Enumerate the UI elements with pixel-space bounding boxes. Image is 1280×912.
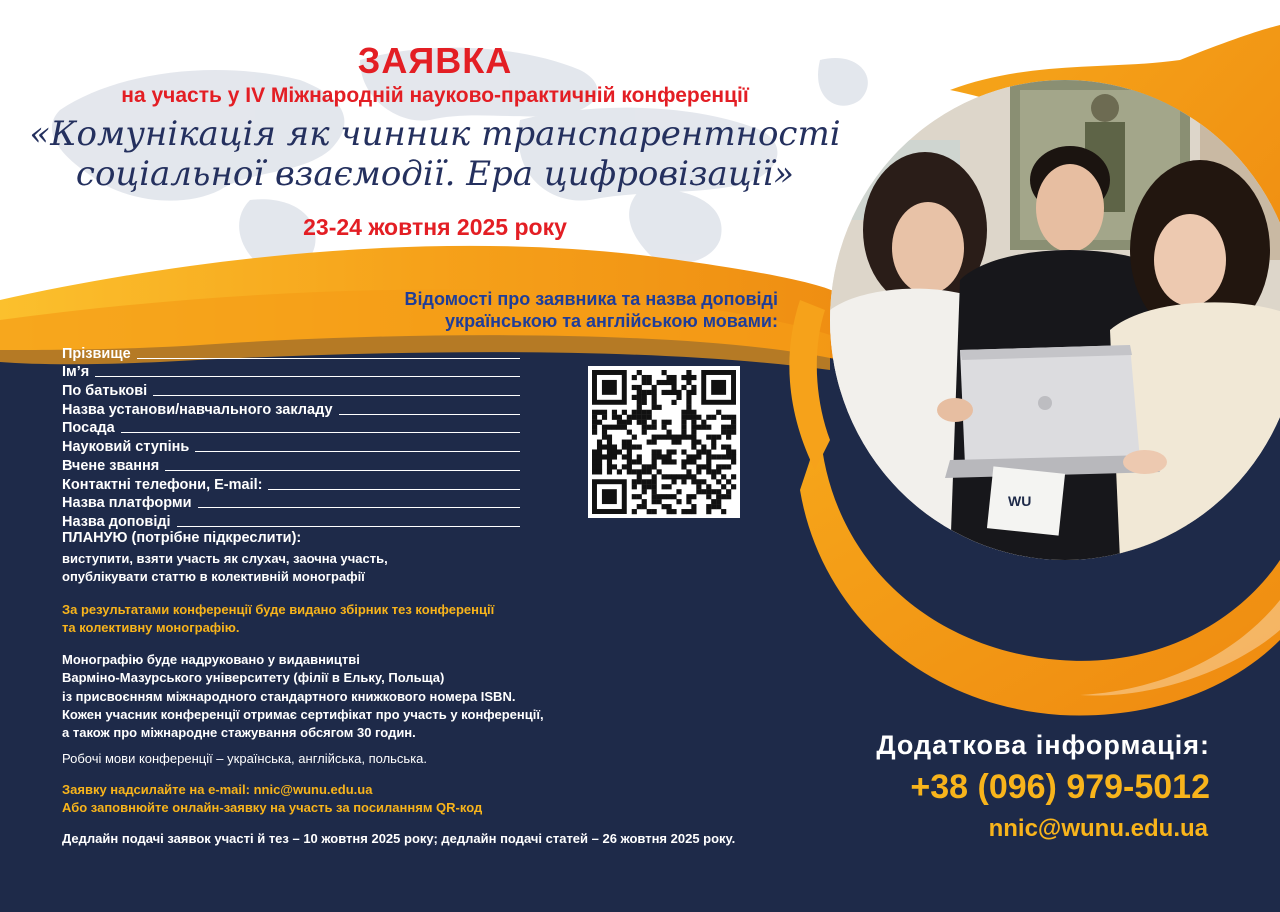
form-field-academic-title <box>62 455 532 474</box>
qr-code-icon[interactable] <box>588 366 740 518</box>
deadline-note: Дедлайн подачі заявок участі й тез – 10 жовтня 2025 року; дедлайн подачі статей – 26 жовтня 2025 року. <box>62 831 736 846</box>
form-field-report-title <box>62 511 532 530</box>
monograph-line-2: Вармінo-Мазурського університету (філії в Ельку, Польща) <box>62 670 445 686</box>
form-field-patronymic <box>62 380 532 399</box>
monograph-line-5: а також про міжнародне стажування обсягом 30 годин. <box>62 725 416 741</box>
book-label: WU <box>1008 493 1032 509</box>
form-field-first-name <box>62 362 532 381</box>
form-field-line[interactable] <box>153 395 520 396</box>
conference-dates: 23-24 жовтня 2025 року <box>303 214 567 240</box>
students-photo <box>830 80 1280 560</box>
form-field-label: Контактні телефони, E-mail: <box>62 476 263 493</box>
applicant-heading-line-2: українською та англійською мовами: <box>445 311 778 331</box>
form-field-line[interactable] <box>95 376 520 377</box>
form-field-line[interactable] <box>165 470 520 471</box>
plan-line-2: опублікувати статтю в колективній монографії <box>62 569 365 585</box>
applicant-section-heading <box>300 288 778 332</box>
plan-options <box>62 550 388 587</box>
form-field-label: Науковий ступінь <box>62 439 190 456</box>
form-field-line[interactable] <box>339 414 520 415</box>
page-subtitle: на участь у IV Міжнародній науково-практичній конференції <box>121 84 749 107</box>
form-field-label: Вчене звання <box>62 457 160 474</box>
form-field-line[interactable] <box>198 507 520 508</box>
conference-name <box>0 114 870 194</box>
conference-name-line-2: соціальної взаємодії. Ера цифровізації» <box>75 154 795 194</box>
results-line-2: та колективну монографію. <box>62 620 240 636</box>
contact-heading: Додаткова інформація: <box>876 730 1210 760</box>
form-field-contacts <box>62 474 532 493</box>
form-field-label: Назва платформи <box>62 495 192 512</box>
qr-code-graphic <box>588 366 740 518</box>
submit-line-1[interactable]: Заявку надсилайте на e-mail: nnic@wunu.edu.ua <box>62 782 373 797</box>
students-photo-illustration <box>830 80 1280 560</box>
results-line-1: За результатами конференції буде видано збірник тез конференції <box>62 602 495 617</box>
form-field-label: Назва доповіді <box>62 513 171 530</box>
form-field-degree <box>62 436 532 455</box>
contact-phone[interactable]: +38 (096) 979-5012 <box>910 768 1210 806</box>
applicant-heading-line-1: Відомості про заявника та назва доповіді <box>404 289 778 309</box>
form-field-label: Прізвище <box>62 345 131 362</box>
application-form-fields <box>62 343 532 530</box>
results-note <box>62 601 494 638</box>
apple-logo-icon <box>1038 396 1052 410</box>
form-field-line[interactable] <box>195 451 520 452</box>
monograph-line-4: Кожен учасник конференції отримає сертифікат про участь у конференції, <box>62 706 544 722</box>
form-field-line[interactable] <box>177 526 520 527</box>
contact-email[interactable]: nnic@wunu.edu.ua <box>988 815 1208 842</box>
form-field-label: По батькові <box>62 383 148 400</box>
plan-line-1: виступити, взяти участь як слухач, заочна участь, <box>62 551 388 566</box>
form-field-platform <box>62 493 532 512</box>
conference-name-line-1: «Комунікація як чинник транспарентності <box>29 114 841 154</box>
form-field-position <box>62 418 532 437</box>
working-languages: Робочі мови конференції – українська, англійська, польська. <box>62 751 428 766</box>
page-title: ЗАЯВКА <box>357 40 513 81</box>
form-field-institution <box>62 399 532 418</box>
form-field-line[interactable] <box>137 358 520 359</box>
monograph-line-3: із присвоєнням міжнародного стандартного книжкового номера ISBN. <box>62 688 516 704</box>
submit-line-2: Або заповнюйте онлайн-заявку на участь за посиланням QR-код <box>62 800 483 816</box>
plan-heading: ПЛАНУЮ (потрібне підкреслити): <box>62 530 302 546</box>
monograph-note <box>62 651 544 742</box>
form-field-line[interactable] <box>121 432 520 433</box>
form-field-label: Ім’я <box>62 364 90 381</box>
form-field-line[interactable] <box>268 489 520 490</box>
form-field-surname <box>62 343 532 362</box>
form-field-label: Назва установи/навчального закладу <box>62 401 333 418</box>
monograph-line-1: Монографію буде надруковано у видавництві <box>62 652 360 667</box>
form-field-label: Посада <box>62 420 115 437</box>
submission-info <box>62 781 482 818</box>
